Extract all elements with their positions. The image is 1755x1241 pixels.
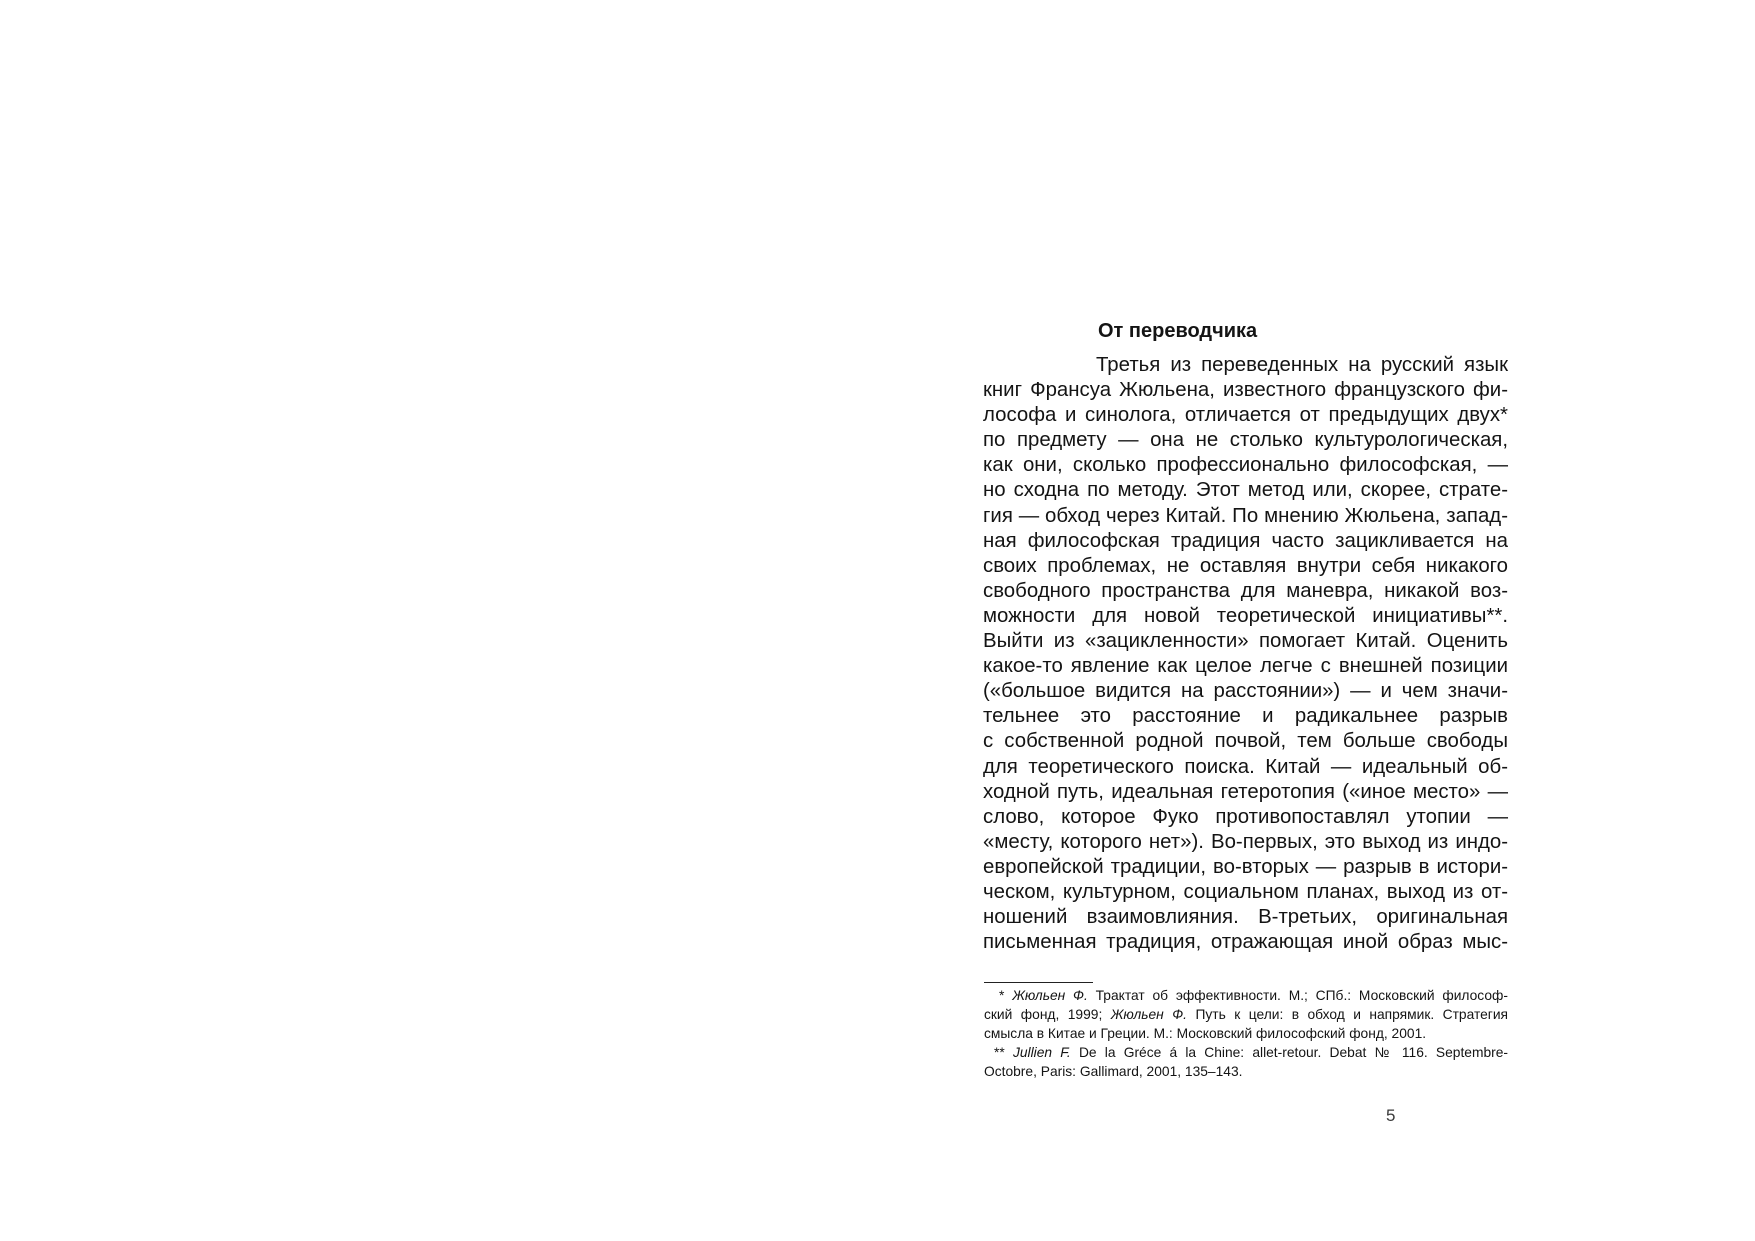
body-line: гия — обход через Китай. По мнению Жюльена, запад- xyxy=(983,504,1508,527)
body-line: («большое видится на расстоянии») — и чем значи- xyxy=(983,680,1508,703)
body-line: свободного пространства для маневра, никакой воз- xyxy=(983,579,1508,602)
body-line: лософа и синолога, отличается от предыдущих двух* xyxy=(983,404,1508,427)
footnote-2-marker: ** xyxy=(994,1045,1005,1060)
footnote-2-author: Jullien F. xyxy=(1012,1045,1071,1060)
body-line: можности для новой теоретической инициативы**. xyxy=(983,604,1508,627)
body-line: Третья из переведенных на русский язык xyxy=(1096,354,1508,376)
body-line: слово, которое Фуко противопоставлял утопии — xyxy=(983,805,1508,828)
footnote-1-text: Трактат об эффективности. М.; СПб.: Московский философ- xyxy=(1095,988,1508,1003)
body-line: ческом, культурном, социальном планах, выход из от- xyxy=(983,880,1508,903)
footnote-1-marker: * xyxy=(999,988,1005,1003)
body-line: Выйти из «зацикленности» помогает Китай. Оценить xyxy=(983,630,1508,653)
body-line: тельнее это расстояние и радикальнее разрыв xyxy=(983,705,1508,728)
body-line: ношений взаимовлияния. В-третьих, оригинальная xyxy=(983,906,1508,929)
page-number: 5 xyxy=(1386,1106,1396,1125)
body-line: своих проблемах, не оставляя внутри себя никакого xyxy=(983,554,1508,577)
body-line: ходной путь, идеальная гетеротопия («иное место» — xyxy=(983,780,1508,803)
body-line: «месту, которого нет»). Во-первых, это выход из индо- xyxy=(983,830,1508,853)
body-line: как они, сколько профессионально философская, — xyxy=(983,454,1508,477)
footnotes xyxy=(984,986,1508,1081)
section-heading: От переводчика xyxy=(1098,320,1258,342)
footnote-2-line-1 xyxy=(984,1043,1508,1062)
body-line: по предмету — она не столько культурологическая, xyxy=(983,429,1508,452)
footnote-1-author: Жюльен Ф. xyxy=(1110,1007,1188,1022)
body-line: но сходна по методу. Этот метод или, скорее, страте- xyxy=(983,479,1508,502)
footnote-1-line-3: смысла в Китае и Греции. М.: Московский философский фонд, 2001. xyxy=(984,1026,1427,1041)
body-line: какое-то явление как целое легче с внешней позиции xyxy=(983,655,1508,678)
footnote-1-line-1 xyxy=(984,986,1508,1005)
footnote-1-line-2 xyxy=(984,1005,1508,1024)
body-text xyxy=(983,353,1508,955)
body-line: европейской традиции, во-вторых — разрыв в истори- xyxy=(983,855,1508,878)
footnote-2-text: De la Gréce á la Chine: allet-retour. Debat № 116. Septembre- xyxy=(1078,1045,1509,1060)
footnote-divider xyxy=(984,982,1093,983)
footnote-1-text: Путь к цели: в обход и напрямик. Стратегия xyxy=(1195,1007,1508,1022)
body-line: ная философская традиция часто зацикливается на xyxy=(983,529,1508,552)
footnote-2-line-2: Octobre, Paris: Gallimard, 2001, 135–143. xyxy=(984,1064,1243,1079)
footnote-1-text: ский фонд, 1999; xyxy=(984,1007,1103,1022)
footnote-1-author: Жюльен Ф. xyxy=(1012,988,1088,1003)
body-line: с собственной родной почвой, тем больше свободы xyxy=(983,730,1508,753)
body-line: для теоретического поиска. Китай — идеальный об- xyxy=(983,755,1508,778)
body-line: книг Франсуа Жюльена, известного французского фи- xyxy=(983,379,1508,402)
body-line: письменная традиция, отражающая иной образ мыс- xyxy=(983,931,1508,954)
